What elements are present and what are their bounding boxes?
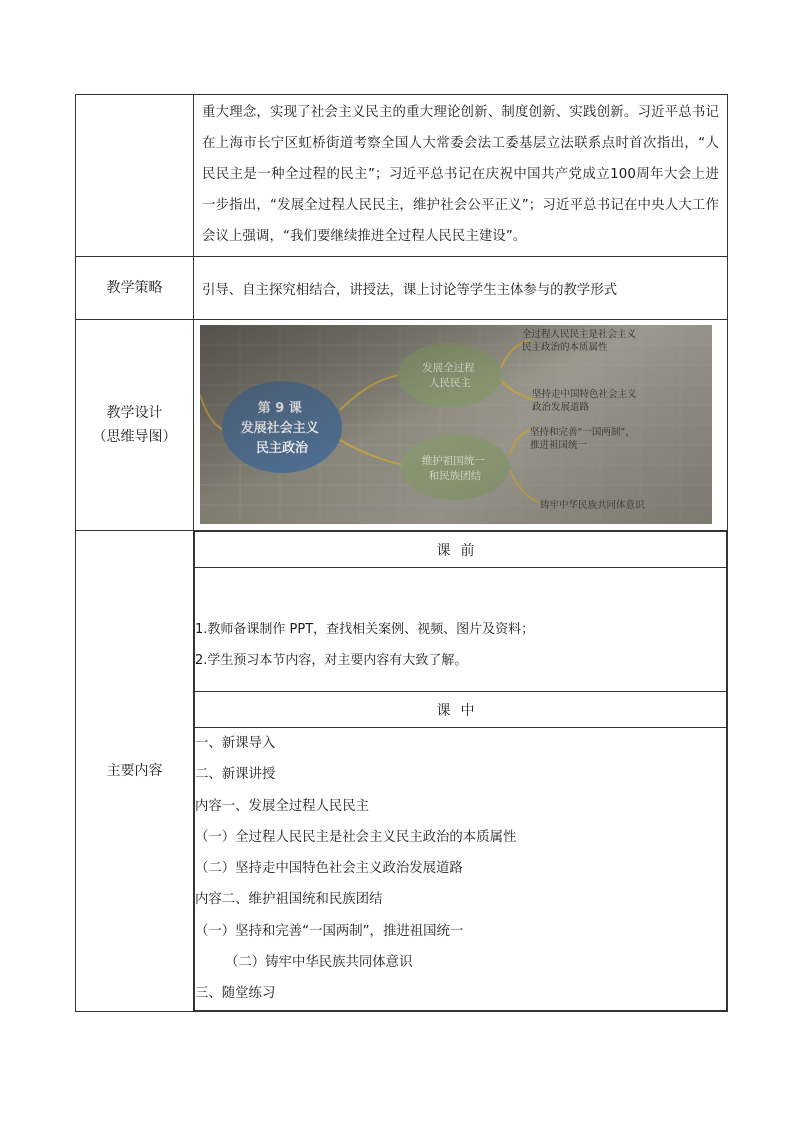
row-design — [76, 320, 728, 531]
outline-item: （一）全过程人民民主是社会主义民主政治的本质属性 — [195, 829, 517, 845]
continuation-cell — [194, 95, 728, 257]
row-strategy — [76, 257, 728, 320]
outline-item: 二、新课讲授 — [195, 767, 276, 783]
outline-item: （二）坚持走中国特色社会主义政治发展道路 — [195, 861, 463, 877]
lesson-plan-table — [75, 94, 728, 1012]
outline-item: （二）铸牢中华民族共同体意识 — [225, 955, 413, 971]
design-label-line2: （思维导图） — [92, 429, 177, 445]
empty-label-cell — [76, 95, 194, 257]
outline-item: 内容一、发展全过程人民民主 — [195, 798, 370, 814]
strategy-text: 引导、自主探究相结合，讲授法，课上讨论等学生主体参与的教学形式 — [202, 282, 618, 298]
row-main — [76, 531, 728, 1012]
before-class-heading: 课前 — [195, 532, 727, 568]
outline-item: 一、新课导入 — [195, 736, 276, 751]
row-continuation — [76, 95, 728, 257]
mindmap-cell — [194, 320, 728, 531]
before-class-content — [195, 568, 727, 692]
outline-item: 内容二、维护祖国统和民族团结 — [195, 892, 383, 908]
design-label — [76, 320, 194, 531]
outline-item: 三、随堂练习 — [195, 986, 276, 1002]
main-label: 主要内容 — [76, 531, 194, 1012]
design-label-line1: 教学设计 — [106, 405, 163, 421]
strategy-label: 教学策略 — [76, 257, 194, 320]
main-cell — [194, 531, 728, 1012]
before-item: 1.教师备课制作 PPT，查找相关案例、视频、图片及资料； — [195, 621, 535, 637]
mindmap-diagram — [200, 325, 712, 524]
outline-item: （一）坚持和完善“一国两制”，推进祖国统一 — [195, 923, 464, 939]
continuation-text: 重大理念，实现了社会主义民主的重大理论创新、制度创新、实践创新。习近平总书记在上海市长宁区虹桥街道考察全国人大常委会法工委基层立法联系点时首次指出，“人民民主是一种全过程的民主”；习近平总书记在庆祝中国共产党成立100周年大会上进一步指出，“发展全过程人民民主，维护社会公平正义”；习近平总书记在中央人大工作会议上强调，“我们要继续推进全过程人民民主建设”。 — [202, 105, 719, 244]
strategy-cell — [194, 257, 728, 320]
before-item: 2.学生预习本节内容，对主要内容有大致了解。 — [195, 652, 468, 668]
main-inner-table — [194, 531, 727, 1011]
in-class-content — [195, 728, 727, 1011]
mindmap-photo — [200, 325, 712, 524]
in-class-heading: 课中 — [195, 692, 727, 728]
